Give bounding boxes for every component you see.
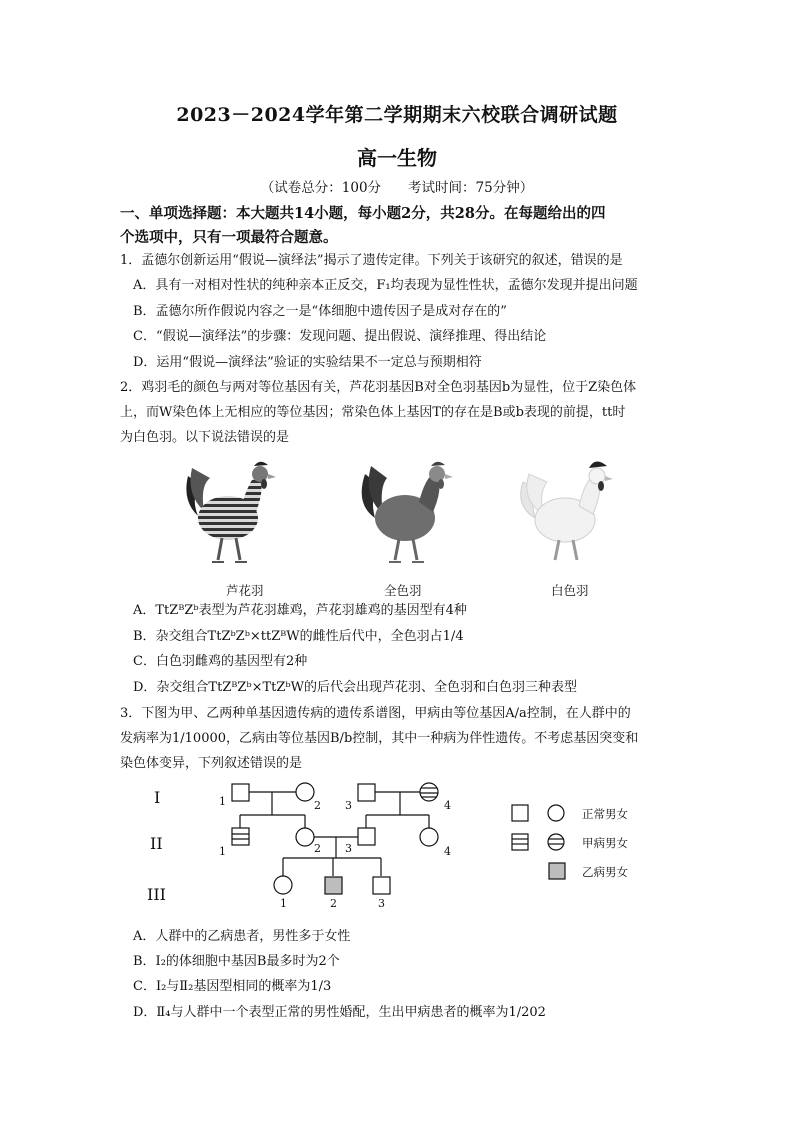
pedigree-III3-male-normal (373, 877, 390, 894)
q1-option-a: A．具有一对相对性状的纯种亲本正反交，F₁均表现为显性性状，孟德尔发现并提出问题 (133, 278, 638, 293)
legend-normal-male-icon (512, 805, 528, 821)
legend-disease-a-male-icon (512, 834, 528, 850)
q1-option-c: C．“假说—演绎法”的步骤：发现问题、提出假说、演绎推理、得出结论 (133, 329, 547, 344)
legend-normal-label: 正常男女 (582, 807, 628, 821)
pedigree-label-III3: 3 (378, 897, 385, 910)
pedigree-label-I4: 4 (444, 799, 451, 812)
exam-info: （试卷总分：100分 考试时间：75分钟） (260, 180, 534, 196)
caption-barred: 芦花羽 (226, 583, 264, 598)
legend-disease-a-female-icon (548, 834, 564, 850)
q3-stem-line1: 3．下图为甲、乙两种单基因遗传病的遗传系谱图，甲病由等位基因A/a控制，在人群中的 (120, 706, 631, 721)
q2-stem-line2: 上，而W染色体上无相应的等位基因；常染色体上基因T的存在是B或b表现的前提，tt时 (120, 405, 626, 420)
pedigree-I2-female-normal (296, 783, 314, 801)
pedigree-III1-female-normal (274, 876, 292, 894)
pedigree-I1-male-normal (232, 784, 249, 801)
q2-option-d: D．杂交组合TtZᴮZᵇ×TtZᵇW的后代会出现芦花羽、全色羽和白色羽三种表型 (133, 680, 577, 695)
q3-option-a: A．人群中的乙病患者，男性多于女性 (133, 929, 351, 944)
q3-option-d: D．Ⅱ₄与人群中一个表型正常的男性婚配，生出甲病患者的概率为1/202 (133, 1005, 546, 1020)
q3-option-c: C．Ⅰ₂与Ⅱ₂基因型相同的概率为1/3 (133, 979, 332, 994)
q1-option-d: D．运用“假说—演绎法”验证的实验结果不一定总与预期相符 (133, 355, 482, 370)
q3-option-b: B．Ⅰ₂的体细胞中基因B最多时为2个 (133, 954, 340, 969)
exam-title: 2023－2024学年第二学期期末六校联合调研试题 (176, 104, 618, 126)
pedigree-I3-male-normal (358, 784, 375, 801)
caption-solid: 全色羽 (384, 583, 422, 598)
q3-stem-line3: 染色体变异，下列叙述错误的是 (120, 756, 303, 771)
pedigree-label-III1: 1 (280, 897, 287, 910)
q2-option-b: B．杂交组合TtZᵇZᵇ×ttZᴮW的雌性后代中，全色羽占1/4 (133, 629, 464, 644)
pedigree-label-II3: 3 (345, 842, 352, 855)
pedigree-label-II4: 4 (444, 845, 451, 858)
section-heading-line1: 一、单项选择题：本大题共14小题，每小题2分，共28分。在每题给出的四 (120, 205, 606, 222)
q2-stem-line3: 为白色羽。以下说法错误的是 (120, 430, 290, 445)
section-heading-line2: 个选项中，只有一项最符合题意。 (120, 229, 338, 246)
q2-option-c: C．白色羽雌鸡的基因型有2种 (133, 654, 308, 669)
pedigree-label-II1: 1 (219, 845, 226, 858)
pedigree-II1-male-disease-a (232, 828, 249, 845)
caption-white: 白色羽 (551, 583, 589, 598)
subject-title: 高一生物 (357, 146, 437, 170)
legend-normal-female-icon (548, 805, 564, 821)
legend-disease-b-label: 乙病男女 (582, 865, 628, 879)
pedigree-label-II2: 2 (314, 842, 321, 855)
pedigree-II4-female-normal (420, 828, 438, 846)
pedigree-label-I2: 2 (314, 799, 321, 812)
generation-label-I: I (154, 788, 161, 807)
q2-option-a: A．TtZᴮZᵇ表型为芦花羽雄鸡，芦花羽雄鸡的基因型有4种 (133, 603, 467, 618)
generation-label-III: III (147, 885, 166, 904)
pedigree-label-I3: 3 (345, 799, 352, 812)
pedigree-III2-male-disease-b (325, 877, 342, 894)
pedigree-II3-male-normal (358, 828, 375, 845)
q3-stem-line2: 发病率为1/10000，乙病由等位基因B/b控制，其中一种病为伴性遗传。不考虑基因突变和 (120, 731, 639, 746)
pedigree-I4-female-disease-a (420, 783, 438, 801)
q2-stem-line1: 2．鸡羽毛的颜色与两对等位基因有关，芦花羽基因B对全色羽基因b为显性，位于Z染色体 (120, 380, 637, 395)
q1-stem: 1．孟德尔创新运用“假说—演绎法”揭示了遗传定律。下列关于该研究的叙述，错误的是 (120, 253, 623, 268)
generation-label-II: II (150, 834, 163, 853)
pedigree-II2-female-normal (296, 828, 314, 846)
q1-option-b: B．孟德尔所作假说内容之一是“体细胞中遗传因子是成对存在的” (133, 304, 507, 319)
pedigree-label-I1: 1 (219, 795, 226, 808)
pedigree-label-III2: 2 (330, 897, 337, 910)
legend-disease-b-icon (549, 863, 565, 879)
legend-disease-a-label: 甲病男女 (582, 836, 628, 850)
